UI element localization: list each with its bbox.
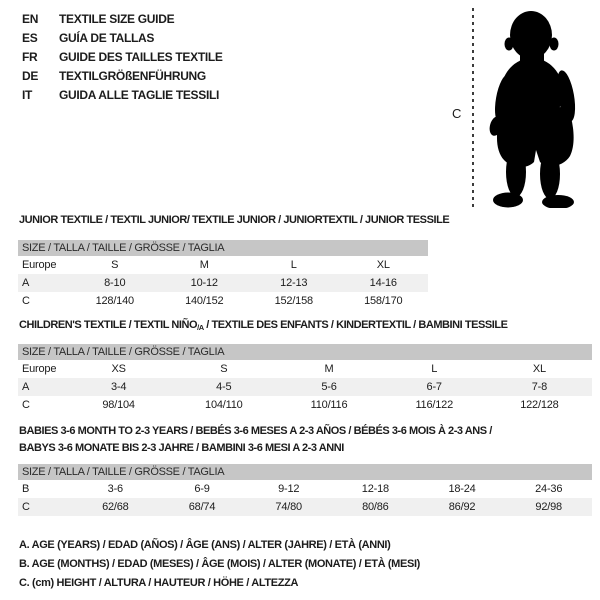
value-cell: 110/116: [310, 399, 348, 411]
table-junior: [18, 240, 428, 310]
size-cell: L: [290, 259, 297, 271]
table-row-height: [18, 498, 592, 516]
lang-row-es: [22, 28, 223, 47]
lang-code: ES: [22, 30, 38, 45]
value-cell: 92/98: [535, 501, 562, 513]
lang-row-en: [22, 9, 223, 28]
baby-silhouette-image: [482, 4, 588, 208]
lang-title: TEXTILE SIZE GUIDE: [59, 11, 175, 26]
table-row-europe: [18, 256, 428, 274]
title-line-1: BABIES 3-6 MONTH TO 2-3 YEARS / BEBÉS 3-6 MESES A 2-3 AÑOS / BÉBÉS 3-6 MOIS À 2-3 ANS /: [19, 425, 492, 437]
row-label: C: [22, 399, 30, 411]
value-cell: 116/122: [415, 399, 453, 411]
value-cell: 6-7: [426, 381, 442, 393]
size-cell: M: [324, 363, 334, 375]
value-cell: 10-12: [190, 277, 218, 289]
footnote-b: B. AGE (MONTHS) / EDAD (MESES) / ÂGE (MOIS) / ALTER (MONATE) / ETÀ (MESI): [19, 558, 420, 570]
title-line-2: BABYS 3-6 MONATE BIS 2-3 JAHRE / BAMBINI 3-6 MESI A 2-3 ANNI: [19, 442, 344, 454]
title-text: CHILDREN'S TEXTILE / TEXTIL NIÑO: [19, 319, 198, 331]
row-label: A: [22, 277, 30, 289]
value-cell: 14-16: [369, 277, 397, 289]
footnote-a: A. AGE (YEARS) / EDAD (AÑOS) / ÂGE (ANS) / ALTER (JAHRE) / ETÀ (ANNI): [19, 539, 391, 551]
value-cell: 74/80: [275, 501, 302, 513]
value-cell: 18-24: [448, 483, 476, 495]
lang-row-de: [22, 66, 223, 85]
table-size-header: SIZE / TALLA / TAILLE / GRÖSSE / TAGLIA: [18, 344, 592, 360]
value-cell: 122/128: [520, 399, 559, 411]
table-children: [18, 344, 592, 414]
row-label: C: [22, 501, 30, 513]
value-cell: 3-4: [110, 381, 127, 393]
footnote-c: C. (cm) HEIGHT / ALTURA / HAUTEUR / HÖHE / ALTEZZA: [19, 577, 299, 589]
height-measure-dashed-line: [472, 8, 474, 207]
row-label: Europe: [22, 259, 57, 271]
title-text: / TEXTILE DES ENFANTS / KINDERTEXTIL / BAMBINI TESSILE: [203, 319, 508, 331]
section-title-junior: JUNIOR TEXTILE / TEXTIL JUNIOR/ TEXTILE JUNIOR / JUNIORTEXTIL / JUNIOR TESSILE: [19, 214, 450, 226]
table-row-age-months: [18, 480, 592, 498]
value-cell: 24-36: [535, 483, 563, 495]
table-row-height: [18, 292, 428, 310]
value-cell: 104/110: [205, 399, 243, 411]
row-label: C: [22, 295, 30, 307]
value-cell: 86/92: [448, 501, 476, 513]
value-cell: 140/152: [185, 295, 224, 307]
height-measure-label: C: [452, 106, 462, 121]
value-cell: 9-12: [278, 483, 300, 495]
value-cell: 152/158: [274, 295, 313, 307]
section-title-children: [19, 317, 508, 336]
value-cell: 158/170: [364, 295, 403, 307]
table-row-age: [18, 378, 592, 396]
lang-row-it: [22, 85, 223, 104]
value-cell: 7-8: [531, 381, 548, 393]
size-cell: M: [199, 259, 209, 271]
lang-code: FR: [22, 49, 38, 64]
size-cell: S: [220, 363, 228, 375]
row-label: Europe: [22, 363, 57, 375]
value-cell: 68/74: [188, 501, 216, 513]
size-cell: XS: [111, 363, 126, 375]
value-cell: 98/104: [102, 399, 135, 411]
lang-title: GUÍA DE TALLAS: [59, 30, 155, 45]
lang-row-fr: [22, 47, 223, 66]
table-row-age: [18, 274, 428, 292]
row-label: B: [22, 483, 30, 495]
table-babies: [18, 464, 592, 516]
lang-code: DE: [22, 68, 39, 83]
table-row-europe: [18, 360, 592, 378]
size-cell: S: [111, 259, 119, 271]
row-label: A: [22, 381, 30, 393]
lang-title: GUIDA ALLE TAGLIE TESSILI: [59, 87, 220, 102]
section-title-babies: [19, 423, 492, 457]
table-size-header: SIZE / TALLA / TAILLE / GRÖSSE / TAGLIA: [18, 240, 428, 256]
value-cell: 3-6: [107, 483, 123, 495]
size-cell: XL: [532, 363, 546, 375]
size-cell: XL: [376, 259, 390, 271]
value-cell: 128/140: [95, 295, 134, 307]
lang-code: EN: [22, 11, 39, 26]
value-cell: 5-6: [321, 381, 337, 393]
language-title-block: [22, 9, 223, 104]
value-cell: 4-5: [216, 381, 232, 393]
table-size-header: SIZE / TALLA / TAILLE / GRÖSSE / TAGLIA: [18, 464, 592, 480]
size-cell: L: [431, 363, 438, 375]
title-subscript: /A: [197, 323, 204, 332]
value-cell: 6-9: [194, 483, 210, 495]
lang-code: IT: [22, 87, 33, 102]
value-cell: 80/86: [362, 501, 389, 513]
value-cell: 12-13: [280, 277, 308, 289]
lang-title: TEXTILGRÖßENFÜHRUNG: [59, 68, 206, 83]
value-cell: 62/68: [102, 501, 129, 513]
value-cell: 12-18: [361, 483, 389, 495]
footnote-legend: [19, 536, 420, 593]
table-row-height: [18, 396, 592, 414]
value-cell: 8-10: [104, 277, 126, 289]
lang-title: GUIDE DES TAILLES TEXTILE: [59, 49, 223, 64]
